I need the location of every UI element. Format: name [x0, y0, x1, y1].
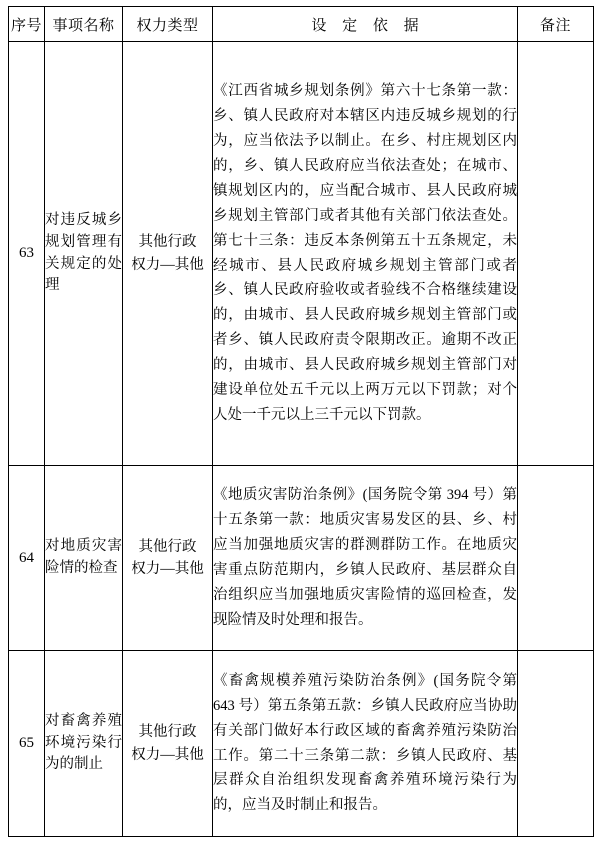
cell-seq: 63 [9, 42, 45, 466]
cell-remark [518, 651, 594, 837]
column-header-remark: 备注 [518, 7, 594, 42]
power-type-line-1: 其他行政 [138, 234, 197, 251]
table-body [9, 42, 594, 837]
item-name-text: 对违反城乡规划管理有关规定的处理 [45, 212, 122, 294]
power-type-line-2: 权力—其他 [131, 256, 204, 273]
cell-seq: 65 [9, 651, 45, 837]
cell-seq: 64 [9, 466, 45, 651]
cell-item-name [45, 42, 123, 466]
cell-legal-basis: 《地质灾害防治条例》(国务院令第 394 号）第十五条第一款：地质灾害易发区的县、乡、村应当加强地质灾害的群测群防工作。在地质灾害重点防范期内，乡镇人民政府、基层群众自治组织应当加强地质灾害险情的巡回检查，发现险情及时处理和报告。 [213, 466, 518, 651]
cell-remark [518, 42, 594, 466]
table-header-row [9, 7, 594, 42]
column-header-basis: 设 定 依 据 [213, 7, 518, 42]
column-header-name: 事项名称 [45, 7, 123, 42]
table-row [9, 651, 594, 837]
power-type-line-1: 其他行政 [138, 538, 197, 555]
item-name-text: 对畜禽养殖环境污染行为的制止 [45, 712, 122, 773]
cell-legal-basis: 《江西省城乡规划条例》第六十七条第一款：乡、镇人民政府对本辖区内违反城乡规划的行为，应当依法予以制止。在乡、村庄规划区内的，乡、镇人民政府应当依法查处；在城市、镇规划区内的，应当配合城市、县人民政府城乡规划主管部门或者其他有关部门依法查处。第七十三条：违反本条例第五十五条规定，未经城市、县人民政府城乡规划主管部门或者乡、镇人民政府验收或者验线不合格继续建设的，由城市、县人民政府城乡规划主管部门或者乡、镇人民政府责令限期改正。逾期不改正的，由城市、县人民政府城乡规划主管部门对建设单位处五千元以上两万元以下罚款；对个人处一千元以上三千元以下罚款。 [213, 42, 518, 466]
power-type-line-1: 其他行政 [138, 724, 197, 741]
column-header-type: 权力类型 [123, 7, 213, 42]
item-name-text: 对地质灾害险情的检查 [45, 538, 122, 576]
column-header-seq: 序号 [9, 7, 45, 42]
table-row [9, 466, 594, 651]
power-list-table [8, 6, 594, 837]
table-row [9, 42, 594, 466]
cell-remark [518, 466, 594, 651]
power-type-line-2: 权力—其他 [131, 746, 204, 763]
cell-item-name [45, 651, 123, 837]
cell-power-type [123, 651, 213, 837]
power-type-line-2: 权力—其他 [131, 561, 204, 577]
cell-power-type [123, 42, 213, 466]
cell-item-name [45, 466, 123, 651]
cell-legal-basis: 《畜禽规模养殖污染防治条例》(国务院令第 643 号）第五条第五款：乡镇人民政府应当协助有关部门做好本行政区域的畜禽养殖污染防治工作。第二十三条第二款：乡镇人民政府、基层群众自治组织发现畜禽养殖环境污染行为的，应当及时制止和报告。 [213, 651, 518, 837]
table-header [9, 7, 594, 42]
cell-power-type [123, 466, 213, 651]
